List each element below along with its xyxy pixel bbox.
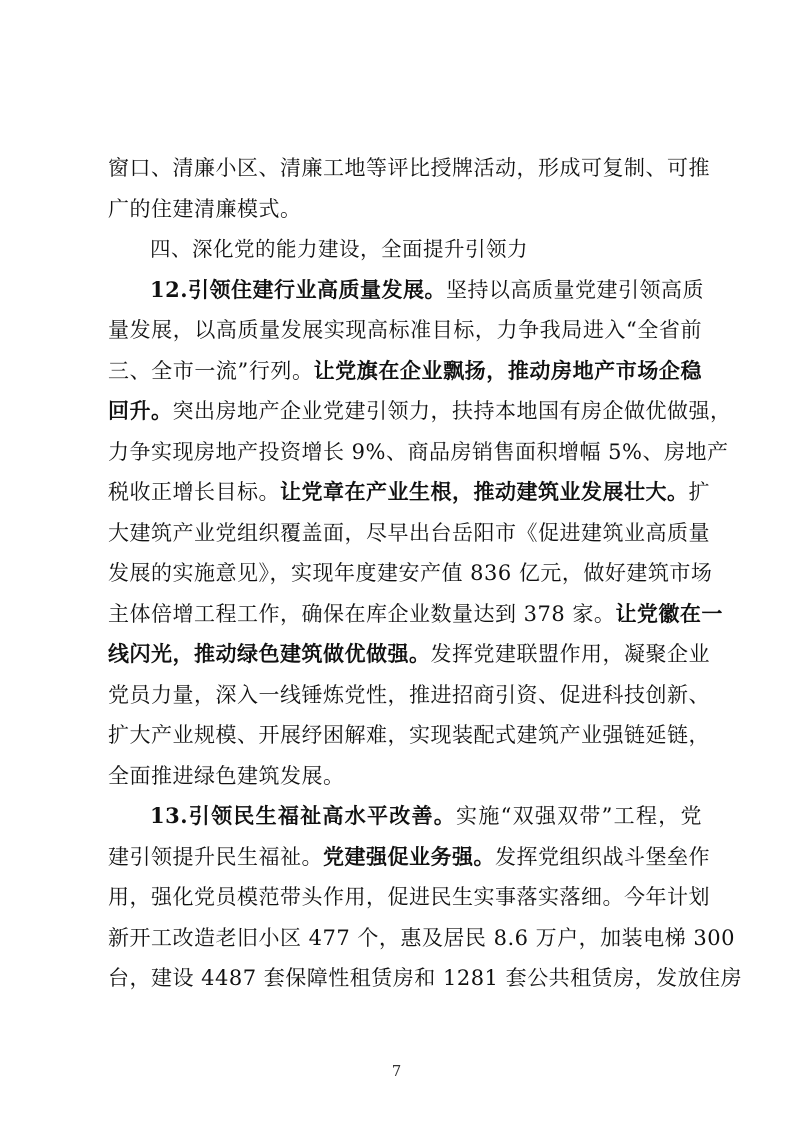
text-line — [108, 148, 710, 189]
bold-text-segment: 13.引领民生福祉高水平改善。 — [150, 803, 457, 828]
bold-text-segment: 让党徽在一 — [615, 600, 723, 626]
bold-text-segment: 让党章在产业生根，推动建筑业发展壮大。 — [280, 479, 689, 504]
text-segment: 大建筑产业党组织覆盖面，尽早出台岳阳市《促进建筑业高质量 — [108, 520, 710, 545]
text-segment: 扩大产业规模、开展纾困解难，实现装配式建筑产业强链延链， — [108, 723, 710, 747]
page-number: 7 — [391, 1062, 402, 1080]
text-line — [108, 756, 702, 797]
text-segment: 力争实现房地产投资增长 9%、商品房销售面积增幅 5%、房地产 — [108, 439, 729, 464]
text-segment: 党员力量，深入一线锤炼党性，推进招商引资、促进科技创新、 — [108, 682, 710, 707]
text-segment: 广的住建清廉模式。 — [108, 196, 302, 221]
text-segment: 建引领提升民生福祉。 — [108, 844, 323, 869]
text-segment: 发挥党组织战斗堡垒作 — [495, 844, 710, 869]
text-line — [108, 877, 710, 918]
text-segment: 量发展，以高质量发展实现高标准目标，力争我局进入“全省前 — [108, 318, 702, 342]
text-line — [108, 837, 710, 878]
body-text — [108, 148, 743, 999]
bold-text-segment: 让党旗在企业飘扬，推动房地产市场企稳 — [313, 357, 702, 383]
text-segment: 三、全市一流”行列。 — [108, 358, 314, 383]
text-segment: 突出房地产企业党建引领力，扶持本地国有房企做优做强， — [172, 399, 732, 423]
text-segment: 窗口、清廉小区、清廉工地等评比授牌活动，形成可复制、可推 — [108, 156, 710, 180]
text-segment: 主体倍增工程工作，确保在库企业数量达到 378 家。 — [108, 601, 616, 626]
text-line — [108, 432, 729, 473]
text-line — [108, 553, 713, 594]
text-line — [108, 958, 743, 999]
text-line — [108, 634, 710, 675]
text-line — [108, 310, 702, 351]
text-line — [108, 351, 702, 392]
text-segment: 坚持以高质量党建引领高质 — [446, 277, 705, 302]
text-line — [108, 189, 702, 230]
text-segment: 用，强化党员模范带头作用，促进民生实事落实落细。今年计划 — [108, 885, 710, 909]
text-segment: 实施“双强双带”工程，党 — [456, 804, 702, 828]
text-segment: 新开工改造老旧小区 477 个，惠及居民 8.6 万户，加装电梯 300 — [108, 925, 735, 950]
bold-text-segment: 回升。 — [108, 398, 173, 423]
text-segment: 台，建设 4487 套保障性租赁房和 1281 套公共租赁房，发放住房 — [108, 966, 743, 990]
text-line — [108, 472, 710, 513]
text-line — [108, 270, 705, 311]
text-line — [108, 594, 723, 635]
section-heading — [108, 229, 702, 270]
bold-text-segment: 线闪光，推动绿色建筑做优做强。 — [108, 641, 431, 666]
bold-text-segment: 12.引领住建行业高质量发展。 — [150, 276, 447, 302]
text-segment: 全面推进绿色建筑发展。 — [108, 763, 345, 788]
bold-text-segment: 党建强促业务强。 — [323, 843, 495, 869]
text-line — [108, 513, 710, 554]
text-line — [108, 391, 732, 432]
text-segment: 发挥党建联盟作用，凝聚企业 — [430, 642, 710, 666]
text-segment: 四、深化党的能力建设，全面提升引领力 — [150, 237, 528, 261]
text-segment: 税收正增长目标。 — [108, 480, 280, 504]
text-line — [108, 675, 710, 716]
text-segment: 发展的实施意见》，实现年度建安产值 836 亿元，做好建筑市场 — [108, 561, 713, 585]
text-line — [108, 918, 735, 959]
text-line — [108, 796, 702, 837]
text-line — [108, 715, 710, 756]
text-segment: 扩 — [688, 480, 710, 504]
